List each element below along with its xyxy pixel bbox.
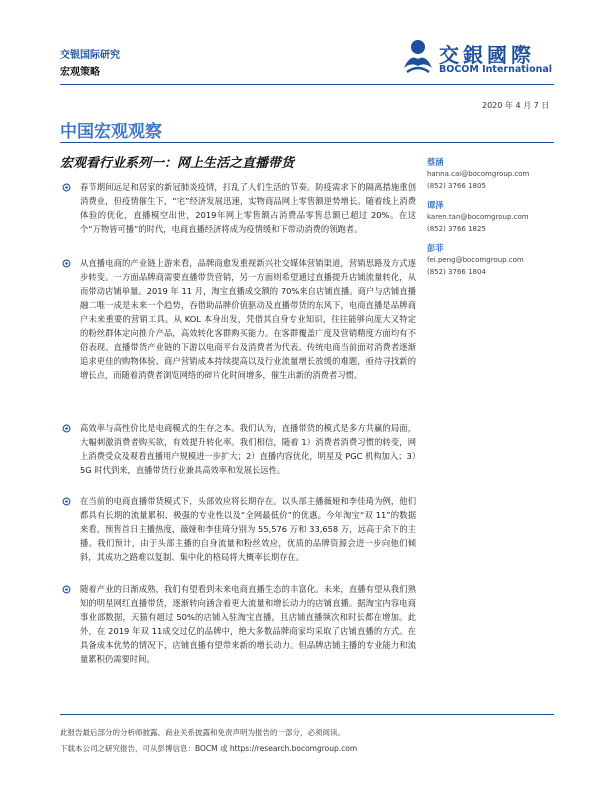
analyst-email[interactable]: fei.peng@bocomgroup.com: [427, 256, 524, 264]
bullet-icon: [62, 183, 71, 192]
report-subtitle: 宏观看行业系列一：网上生活之直播带货: [60, 156, 295, 171]
disclaimer-note: 此报告最后部分的分析师披露、商业关系披露和免责声明为报告的一部分，必须阅读。: [60, 728, 345, 737]
report-date: 2020 年 4 月 7 日: [482, 101, 550, 110]
analyst-email[interactable]: karen.tan@bocomgroup.com: [427, 213, 529, 221]
analyst-contact: [427, 242, 524, 278]
paragraph-3: 高效率与高性价比是电商模式的生存之本。我们认为，直播带货的模式是多方共赢的局面，大幅刺激消费者购买欲，有效提升转化率。我们相信，随着 1）消费者消费习惯的转变，网上消费受众及观看直播用户规模进一步扩大；2）直播内容优化，明星及 PGC 机构加入；3）5G 时代到来，直播带货行业兼具高效率和发展长远性。: [80, 423, 416, 475]
report-title: 中国宏观观察: [60, 122, 162, 142]
analyst-contact: [427, 156, 529, 192]
bocom-logo: [401, 38, 581, 76]
bullet-icon: [62, 497, 71, 506]
analyst-phone: (852) 3766 1804: [427, 268, 486, 276]
firm-name: 交银国际研究: [60, 50, 120, 61]
header-rule: [60, 84, 554, 85]
footer-rule: [60, 714, 554, 715]
paragraph-1: 春节期间远足和居家的新冠肺炎疫情，打乱了人们生活的节奏。防疫需求下的隔离措施重创消费业，但疫情催生下，“宅”经济发展迅速，实物商品网上零售额逆势增长。随着线上消费体验的优化，直播模空出世，2019年网上零售额占消费品零售总额已超过 20%。在这个“万物皆可播”的时代，电商直播经济将成为疫情缓和下带动消费的领跑者。: [80, 182, 416, 234]
analyst-name: 蔡涵: [427, 157, 444, 167]
download-note[interactable]: 下载本公司之研究报告，可从彭博信息：BOCM 或 https://research.bocomgroup.com: [60, 744, 358, 753]
bocom-emblem-icon: [401, 38, 435, 74]
paragraph-5: 随着产业的日渐成熟，我们有望看到未来电商直播生态的丰富化。未来，直播有望从我们熟知的明星网红直播带货，逐渐转向涵含着更大流量和增长动力的店铺直播。据淘宝内容电商事业部数据，天猫有超过 50%的店铺入驻淘宝直播，且店铺直播频次和时长都在增加。此外，在 2019 年双 11成交过亿的品牌中，绝大多数品牌商家均采取了店铺直播的方式。在具备成本优势的情况下，店铺直播有望带来新的增长动力。但品牌店铺主播的专业能力和流量累积仍需要时间。: [80, 584, 416, 664]
analyst-name: 彭菲: [427, 243, 444, 253]
analyst-phone: (852) 3766 1825: [427, 225, 486, 233]
logo-english-text: BOCOM International: [439, 64, 553, 75]
title-rule: [60, 142, 554, 143]
bullet-icon: [62, 424, 71, 433]
report-section: 宏观策略: [60, 67, 100, 78]
analyst-name: 谭泽: [427, 200, 444, 210]
analyst-email[interactable]: hanna.cai@bocomgroup.com: [427, 170, 530, 178]
bullet-icon: [62, 585, 71, 594]
analyst-phone: (852) 3766 1805: [427, 182, 486, 190]
paragraph-4: 在当前的电商直播带货模式下，头部效应将长期存在。以头部主播薇娅和李佳琦为例，他们都具有长期的流量累积、极强的专业性以及“全网最低价”的优惠。今年淘宝“双 11”的数据来看，预售首日主播热度，薇娅和李佳琦分别为 55,576 万和 33,658 万，远高于余下的主播。我们预计，由于头部主播的自身流量和粉丝效应，优质的品牌资源会进一步向他们倾斜，其成功之路难以复制、集中化的格局将大概率长期存在。: [80, 496, 416, 562]
analyst-contact: [427, 199, 529, 235]
paragraph-2: 从直播电商的产业链上游来看，品牌商愈发重视新兴社交媒体营销渠道，营销思路及方式逐步转变。一方面品牌商需要直播带货营销，另一方面则希望通过直播提升店铺流量转化，从而带动店铺单量。2019 年 11 月，淘宝直播成交额的 70%来自店铺直播。商户与店铺直播融二唯一成是未来一个趋势，吞借助品牌价值驱动及直播带货的东风下，电商直播是品牌商户未来重要的营销工具。从 KOL 本身出发，凭借其自身专业知识，往往能够向庞大又特定的粉丝群体定向推介产品，高效转化客群购买能力。在客群覆盖广度及营销精度方面均有不俗表现。直播带货产业链的下游以电商平台及消费者为代表。传统电商当前面对消费者逐渐追求更佳的购物体验、商户营销成本持续提高以及行业流量增长放缓的难题，亟待寻找新的增长点，而随着消费者浏览网络的碎片化时间增多，催生出新的消费者习惯。: [80, 258, 416, 380]
logo-chinese-text: 交銀國際: [439, 43, 535, 67]
bullet-icon: [62, 259, 71, 268]
